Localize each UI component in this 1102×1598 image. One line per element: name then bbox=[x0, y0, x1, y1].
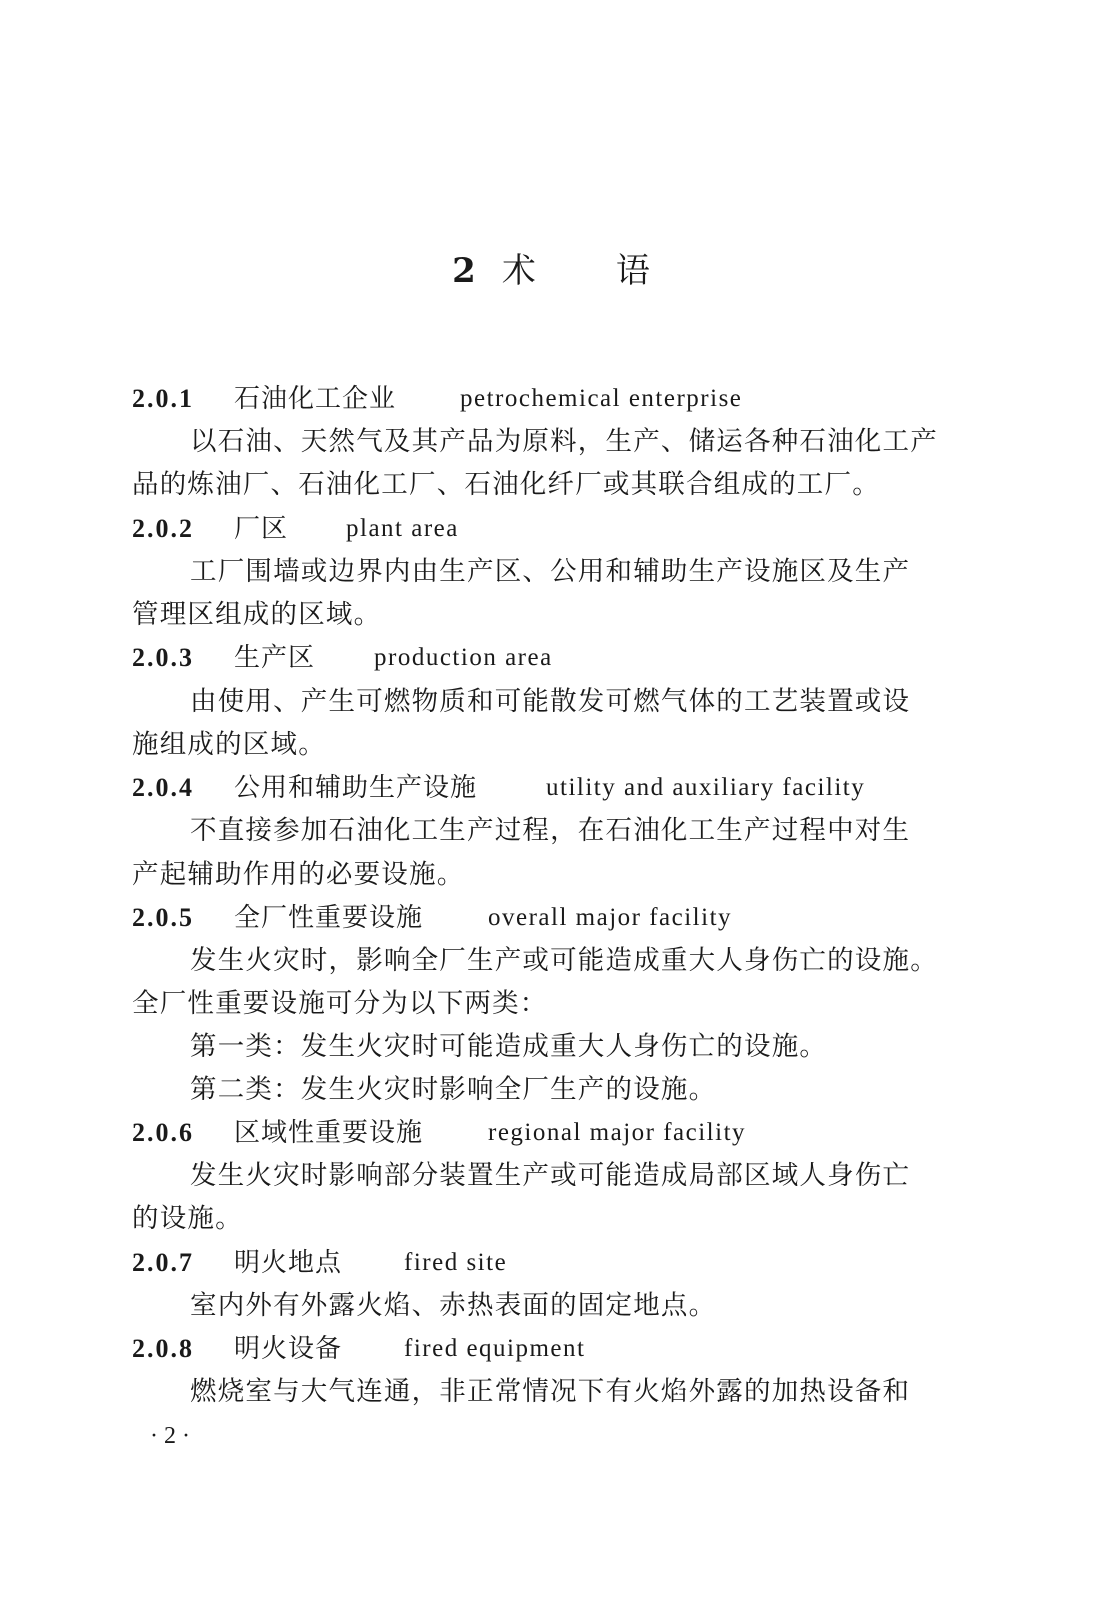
term-chinese: 公用和辅助生产设施 bbox=[234, 773, 478, 803]
term-number: 2.0.8 bbox=[132, 1334, 194, 1363]
definition-line: 施组成的区域。 bbox=[132, 729, 326, 760]
definition-line: 室内外有外露火焰、赤热表面的固定地点。 bbox=[190, 1290, 717, 1321]
definition-line: 发生火灾时，影响全厂生产或可能造成重大人身伤亡的设施。 bbox=[190, 945, 938, 976]
term-english: fired equipment bbox=[404, 1335, 586, 1362]
chapter-title-char-2: 语 bbox=[615, 251, 650, 291]
page-number: · 2 · bbox=[150, 1423, 190, 1449]
chapter-number: 2 bbox=[452, 251, 476, 291]
definition-line: 由使用、产生可燃物质和可能散发可燃气体的工艺装置或设 bbox=[190, 686, 911, 717]
term-number: 2.0.7 bbox=[132, 1248, 194, 1277]
term-english: fired site bbox=[404, 1249, 508, 1276]
definition-line: 产起辅助作用的必要设施。 bbox=[132, 859, 465, 890]
term-chinese: 明火设备 bbox=[234, 1334, 343, 1364]
term-number: 2.0.3 bbox=[132, 643, 194, 672]
term-number: 2.0.2 bbox=[132, 514, 194, 543]
term-english: regional major facility bbox=[488, 1119, 747, 1146]
term-number: 2.0.6 bbox=[132, 1118, 194, 1147]
term-number: 2.0.5 bbox=[132, 903, 194, 932]
definition-line: 第二类：发生火灾时影响全厂生产的设施。 bbox=[190, 1074, 717, 1105]
term-english: production area bbox=[374, 644, 553, 671]
term-chinese: 生产区 bbox=[234, 643, 316, 673]
definition-line: 发生火灾时影响部分装置生产或可能造成局部区域人身伤亡 bbox=[190, 1160, 911, 1191]
term-english: utility and auxiliary facility bbox=[546, 774, 866, 801]
definition-line: 全厂性重要设施可分为以下两类： bbox=[132, 988, 548, 1019]
term-number: 2.0.1 bbox=[132, 384, 194, 413]
term-english: overall major facility bbox=[488, 904, 733, 931]
definition-line: 以石油、天然气及其产品为原料，生产、储运各种石油化工产 bbox=[190, 426, 938, 457]
definition-line: 品的炼油厂、石油化工厂、石油化纤厂或其联合组成的工厂。 bbox=[132, 469, 880, 500]
definition-line: 燃烧室与大气连通，非正常情况下有火焰外露的加热设备和 bbox=[190, 1376, 911, 1407]
definition-line: 第一类：发生火灾时可能造成重大人身伤亡的设施。 bbox=[190, 1031, 828, 1062]
definition-line: 的设施。 bbox=[132, 1203, 243, 1234]
term-chinese: 明火地点 bbox=[234, 1248, 343, 1278]
definition-line: 管理区组成的区域。 bbox=[132, 599, 382, 630]
term-chinese: 区域性重要设施 bbox=[234, 1118, 424, 1148]
definition-line: 不直接参加石油化工生产过程，在石油化工生产过程中对生 bbox=[190, 815, 911, 846]
term-chinese: 石油化工企业 bbox=[234, 384, 397, 414]
term-english: plant area bbox=[346, 515, 459, 542]
term-english: petrochemical enterprise bbox=[460, 385, 743, 412]
term-chinese: 全厂性重要设施 bbox=[234, 903, 424, 933]
term-number: 2.0.4 bbox=[132, 773, 194, 802]
chapter-title-char-1: 术 bbox=[501, 251, 536, 291]
definition-line: 工厂围墙或边界内由生产区、公用和辅助生产设施区及生产 bbox=[190, 556, 911, 587]
term-chinese: 厂区 bbox=[234, 514, 289, 544]
chapter-title bbox=[0, 246, 1102, 296]
